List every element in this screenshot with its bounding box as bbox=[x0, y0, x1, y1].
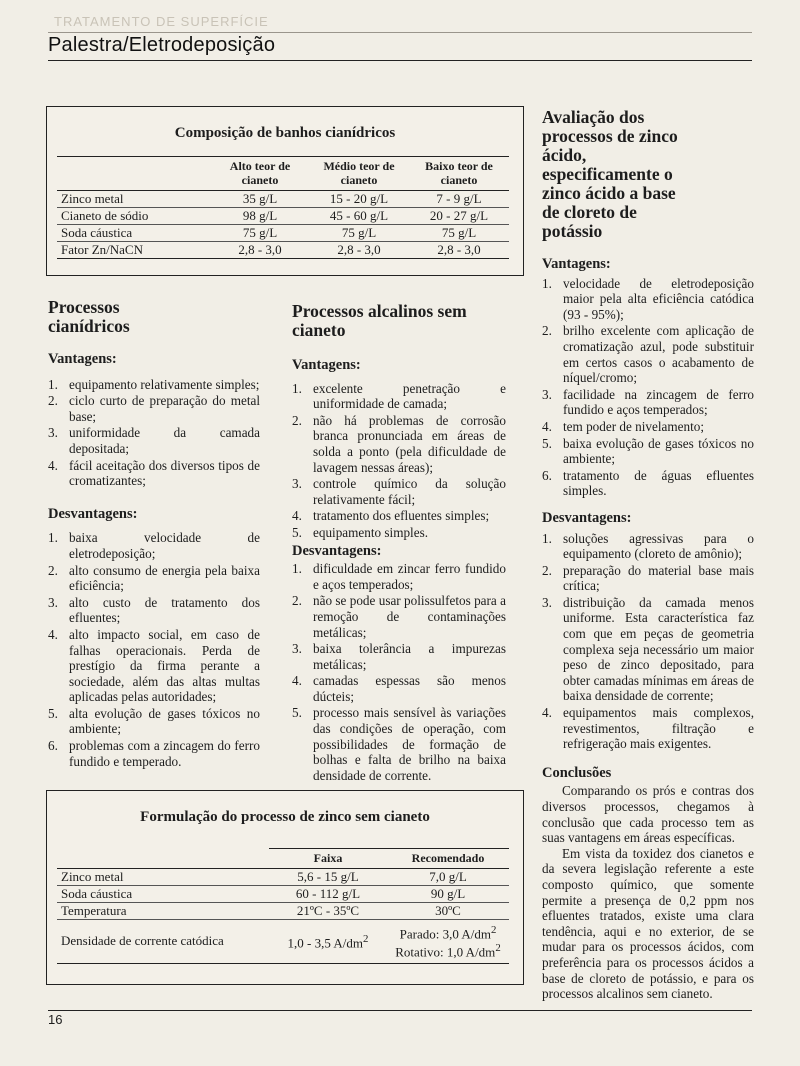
advantages-list bbox=[542, 276, 754, 499]
list-item: 3. facilidade na zincagem de ferro fundido e aços temperados; bbox=[542, 386, 754, 418]
list-item: 4. alto impacto social, em caso de falhas operacionais. Perda de prestígio da firma perante a sociedade, além das altas multas aplicadas pelas autoridades; bbox=[48, 626, 260, 705]
list-item: 6. problemas com a zincagem do ferro fundido e temperado. bbox=[48, 738, 260, 769]
list-item: 3. controle químico da solução relativamente fácil; bbox=[292, 476, 506, 507]
row-label: Soda cáustica bbox=[57, 886, 269, 903]
list-item: 5. equipamento simples. bbox=[292, 524, 429, 540]
list-item: 2. não se pode usar polissulfetos para a remoção de contaminações metálicas; bbox=[292, 593, 506, 640]
advantages-heading: Vantagens: bbox=[292, 357, 361, 373]
list-item: 3. baixa tolerância a impurezas metálicas; bbox=[292, 641, 506, 672]
column-alkaline-processes bbox=[292, 302, 506, 784]
list-item: 1. velocidade de eletrodeposição maior pela alta eficiência catódica (93 - 95%); bbox=[542, 275, 754, 322]
cell-value: 15 - 20 g/L bbox=[309, 191, 409, 208]
table2-header bbox=[57, 849, 269, 869]
disadvantages-list bbox=[292, 561, 506, 783]
cell-value: 20 - 27 g/L bbox=[409, 208, 509, 225]
list-item: 6. tratamento de águas efluentes simples. bbox=[542, 467, 754, 499]
list-item: 5. baixa evolução de gases tóxicos no ambiente; bbox=[542, 435, 754, 467]
advantages-heading: Vantagens: bbox=[48, 351, 117, 367]
section-heading: Processos cianídricos bbox=[48, 297, 130, 336]
section-title: Palestra/Eletrodeposição bbox=[48, 34, 276, 56]
cell-value: 98 g/L bbox=[211, 208, 309, 225]
list-item: 4. tratamento dos efluentes simples; bbox=[292, 508, 490, 524]
table-row bbox=[57, 242, 509, 259]
row-label: Cianeto de sódio bbox=[57, 208, 211, 225]
list-item: 4. fácil aceitação dos diversos tipos de cromatizantes; bbox=[48, 457, 260, 489]
disadvantages-heading: Desvantagens: bbox=[48, 505, 138, 522]
list-item: 5. alta evolução de gases tóxicos no ambiente; bbox=[48, 705, 260, 737]
cell-value: 7,0 g/L bbox=[387, 869, 509, 886]
cell-value: 75 g/L bbox=[409, 225, 509, 242]
cyanide-free-formulation-box bbox=[46, 790, 524, 985]
column-cyanide-processes bbox=[48, 298, 260, 770]
advantages-list bbox=[48, 377, 260, 489]
table1-header bbox=[57, 157, 211, 191]
section-heading: Processos alcalinos sem cianeto bbox=[292, 301, 467, 340]
list-item: 5. processo mais sensível às variações das condições de operação, com possibilidades de formação de bolhas e falta de brilho na baixa densidade de corrente. bbox=[292, 705, 506, 783]
cell-value: 5,6 - 15 g/L bbox=[269, 869, 387, 886]
cell-value: 75 g/L bbox=[309, 225, 409, 242]
table2-title: Formulação do processo de zinco sem cianeto bbox=[140, 809, 430, 825]
cell-value: 90 g/L bbox=[387, 886, 509, 903]
header-rule bbox=[48, 60, 752, 61]
row-label: Temperatura bbox=[57, 903, 269, 920]
cyanide-baths-table bbox=[57, 156, 509, 259]
list-item: 2. alto consumo de energia pela baixa eficiência; bbox=[48, 562, 260, 594]
cell-value: 21ºC - 35ºC bbox=[269, 903, 387, 920]
list-item: 3. alto custo de tratamento dos efluentes; bbox=[48, 594, 260, 626]
cell-value: 2,8 - 3,0 bbox=[309, 242, 409, 259]
page-number: 16 bbox=[48, 1012, 63, 1027]
cell-value: 30ºC bbox=[387, 903, 509, 920]
list-item: 2. brilho excelente com aplicação de cromatização azul, pode substituir em certos casos o acabamento de níquel/cromo; bbox=[542, 323, 754, 386]
list-item: 2. ciclo curto de preparação do metal base; bbox=[48, 393, 260, 424]
table-row bbox=[57, 208, 509, 225]
row-label: Zinco metal bbox=[57, 191, 211, 208]
cell-value: Parado: 3,0 $A/dm^2$ Rotativo: 1,0 $A/dm^2$ bbox=[387, 920, 509, 964]
list-item: 1. baixa velocidade de eletrodeposição; bbox=[48, 530, 260, 561]
table-row bbox=[57, 886, 509, 903]
table-row bbox=[57, 191, 509, 208]
table1-header: Médio teor de cianeto bbox=[309, 157, 409, 191]
advantages-heading: Vantagens: bbox=[542, 256, 611, 272]
list-item: 1. dificuldade em zincar ferro fundido e aços temperados; bbox=[292, 561, 506, 592]
row-label: Zinco metal bbox=[57, 869, 269, 886]
list-item: 3. uniformidade da camada depositada; bbox=[48, 425, 260, 456]
row-label: Fator Zn/NaCN bbox=[57, 242, 211, 259]
formulation-table bbox=[57, 848, 509, 964]
top-rule bbox=[48, 32, 752, 33]
table-row bbox=[57, 225, 509, 242]
cell-value: 2,8 - 3,0 bbox=[409, 242, 509, 259]
ghost-title: TRATAMENTO DE SUPERFÍCIE bbox=[54, 14, 269, 29]
list-item: 2. preparação do material base mais crítica; bbox=[542, 562, 754, 594]
cell-value: 75 g/L bbox=[211, 225, 309, 242]
section-heading: Avaliação dos processos de zinco ácido, especificamente o zinco ácido a base de cloreto de potássio bbox=[542, 107, 678, 241]
cell-value: 7 - 9 g/L bbox=[409, 191, 509, 208]
table1-header: Alto teor de cianeto bbox=[211, 157, 309, 191]
advantages-list bbox=[292, 381, 506, 541]
disadvantages-heading: Desvantagens: bbox=[542, 509, 632, 526]
cell-value: 2,8 - 3,0 bbox=[211, 242, 309, 259]
list-item: 4. tem poder de nivelamento; bbox=[542, 418, 704, 434]
cell-value: 1,0 - 3,5 $A/dm^2$ bbox=[269, 920, 387, 964]
cell-value: 45 - 60 g/L bbox=[309, 208, 409, 225]
list-item: 1. equipamento relativamente simples; bbox=[48, 376, 260, 392]
cyanide-baths-table-box bbox=[46, 106, 524, 276]
list-item: 2. não há problemas de corrosão branca pronunciada em áreas de solda a ponto (pela dificuldade de lavagem nessas áreas); bbox=[292, 412, 506, 475]
disadvantages-heading: Desvantagens: bbox=[292, 542, 382, 559]
table-row bbox=[57, 869, 509, 886]
conclusion-paragraph: Em vista da toxidez dos cianetos e da severa legislação referente a este composto químico, que somente permite a presença de 0,2 ppm nos efluentes tratados, existe uma clara tendência, aqui e no exterior, de se mudar para os processos ácidos, com preferência para os processos ácidos a base de cloreto de potássio, e para os processos alcalinos sem cianeto. bbox=[542, 845, 754, 1002]
list-item: 3. distribuição da camada menos uniforme. Esta característica faz com que em peças de geometria complexa seja necessário um maior peso de zinco depositado, para obter camadas mínimas em áreas de baixa densidade de corrente; bbox=[542, 594, 754, 704]
list-item: 4. camadas espessas são menos dúcteis; bbox=[292, 673, 506, 704]
list-item: 1. excelente penetração e uniformidade de camada; bbox=[292, 380, 506, 412]
conclusion-paragraph: Comparando os prós e contras dos diversos processos, chegamos à conclusão que cada processo tem as suas vantagens em áreas específicas. bbox=[542, 783, 754, 846]
table2-header: Recomendado bbox=[387, 849, 509, 869]
table2-header: Faixa bbox=[269, 849, 387, 869]
conclusions-heading: Conclusões bbox=[542, 764, 612, 781]
disadvantages-list bbox=[542, 531, 754, 752]
row-label: Densidade de corrente catódica bbox=[57, 920, 269, 964]
table1-title: Composição de banhos cianídricos bbox=[174, 125, 396, 141]
table1-header: Baixo teor de cianeto bbox=[409, 157, 509, 191]
column-acid-zinc bbox=[542, 108, 754, 1002]
cell-value: 60 - 112 g/L bbox=[269, 886, 387, 903]
disadvantages-list bbox=[48, 530, 260, 769]
row-label: Soda cáustica bbox=[57, 225, 211, 242]
list-item: 4. equipamentos mais complexos, revestimentos, filtração e refrigeração mais exigentes. bbox=[542, 705, 754, 752]
cell-value: 35 g/L bbox=[211, 191, 309, 208]
table-row bbox=[57, 920, 509, 964]
footer-rule bbox=[48, 1010, 752, 1011]
table-row bbox=[57, 903, 509, 920]
list-item: 1. soluções agressivas para o equipamento (cloreto de amônio); bbox=[542, 530, 754, 562]
